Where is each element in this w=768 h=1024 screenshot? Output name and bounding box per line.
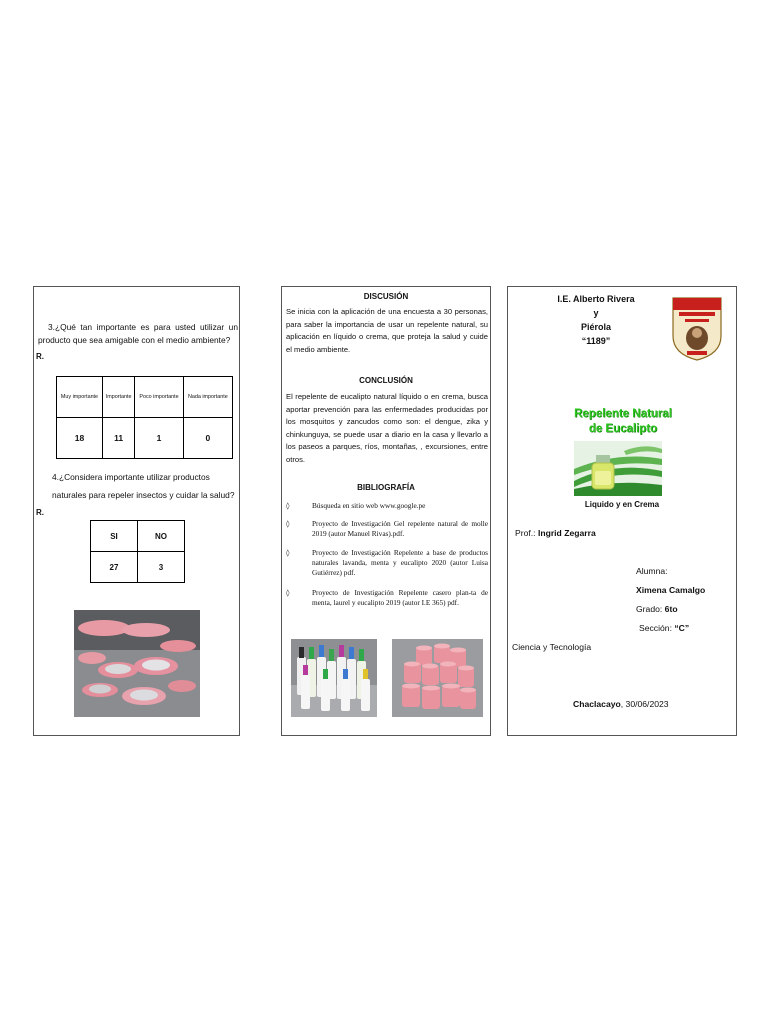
conclusion-text: El repelente de eucalipto natural líquido o en crema, busca aportar prevención para las enfermedades producidas por los mosquitos y zancudos como son: el dengue, zika y chinkunguya, se puede usar a diario en la casa y llevarlo a los paseos a parques, ríos, montañas, , excursiones, entre otros. <box>286 392 488 464</box>
cream-containers-photo <box>74 610 200 717</box>
course-name: Ciencia y Tecnología <box>512 642 592 652</box>
school-shield-logo <box>671 296 723 362</box>
liquid-bottles-photo <box>291 639 377 717</box>
conclusion-title: CONCLUSIÓN <box>359 376 413 385</box>
place-date <box>573 699 669 709</box>
reference-text: Búsqueda en sitio web www.google.pe <box>312 501 426 510</box>
grade-value: 6to <box>664 604 678 614</box>
reference-text: Proyecto de Investigación Repelente a base de productos naturales lavanda, menta y eucalipto 2020 (autor Luisa Gutiérrez) pdf. <box>312 548 488 577</box>
reference-text: Proyecto de Investigación Gel repelente natural de molle 2019 (autor Manuel Rivas).pdf. <box>312 519 488 538</box>
product-title-line1: Repelente Natural <box>574 408 672 420</box>
answer-label: R. <box>36 508 44 517</box>
table-header: Poco importante <box>135 377 184 418</box>
teacher-name: Ingrid Zegarra <box>537 528 596 538</box>
discussion-panel <box>281 286 491 736</box>
reference-item <box>286 519 488 543</box>
table-header: Nada importante <box>183 377 232 418</box>
cream-jars-photo <box>392 639 483 717</box>
cover-panel <box>507 286 737 736</box>
reference-item <box>286 548 488 582</box>
student-name: Ximena Camalgo <box>636 585 706 595</box>
date: , 30/06/2023 <box>620 699 669 709</box>
grade-label: Grado: <box>636 604 665 614</box>
product-title-line2: de Eucalipto <box>588 423 658 435</box>
eucalyptus-oil-photo <box>574 441 662 496</box>
bibliography-title: BIBLIOGRAFÍA <box>357 483 415 492</box>
table-cell: 0 <box>183 418 232 459</box>
bullet-icon: ◊ <box>286 520 290 528</box>
question-4-line1: 4.¿Considera importante utilizar productos <box>52 472 210 482</box>
yes-no-table <box>90 520 185 583</box>
teacher-info <box>515 528 596 538</box>
table-header: NO <box>138 521 185 552</box>
survey-panel <box>33 286 240 736</box>
place: Chaclacayo <box>573 699 621 709</box>
table-header: Muy importante <box>57 377 103 418</box>
section-info <box>639 623 689 633</box>
student-label: Alumna: <box>636 566 668 576</box>
section-value: “C” <box>674 623 690 633</box>
bullet-icon: ◊ <box>286 549 290 557</box>
school-name-line3: Piérola <box>580 322 611 332</box>
importance-table <box>56 376 233 459</box>
school-name-line1: I.E. Alberto Rivera <box>557 294 635 304</box>
table-cell: 3 <box>138 552 185 583</box>
reference-text: Proyecto de Investigación Repelente casero plan-ta de menta, laurel y eucalipto 2019 (autor I.E 365) pdf. <box>312 588 488 607</box>
table-cell: 18 <box>57 418 103 459</box>
bullet-icon: ◊ <box>286 502 290 510</box>
table-cell: 1 <box>135 418 184 459</box>
section-label: Sección: <box>639 623 675 633</box>
discussion-title: DISCUSIÓN <box>363 292 409 301</box>
question-4-line2: naturales para repeler insectos y cuidar la salud? <box>52 490 235 500</box>
answer-label: R. <box>36 352 44 361</box>
question-3: 3.¿Qué tan importante es para usted utilizar un producto que sea amigable con el medio ambiente? <box>38 322 238 345</box>
school-number: “1189” <box>581 336 611 346</box>
discussion-text: Se inicia con la aplicación de una encuesta a 30 personas, para saber la importancia de usar un repelente natural, su aplicación en líquido o crema, que proteja la salud y cuide el medio ambiente. <box>286 307 488 354</box>
school-name-line2: y <box>593 308 599 318</box>
bullet-icon: ◊ <box>286 589 290 597</box>
teacher-label: Prof.: <box>515 528 538 538</box>
reference-item <box>286 501 488 515</box>
table-cell: 27 <box>91 552 138 583</box>
table-header: SI <box>91 521 138 552</box>
product-subtitle: Liquido y en Crema <box>584 500 660 509</box>
table-cell: 11 <box>102 418 134 459</box>
reference-item <box>286 588 488 622</box>
table-header: Importante <box>102 377 134 418</box>
grade-info <box>636 604 678 614</box>
